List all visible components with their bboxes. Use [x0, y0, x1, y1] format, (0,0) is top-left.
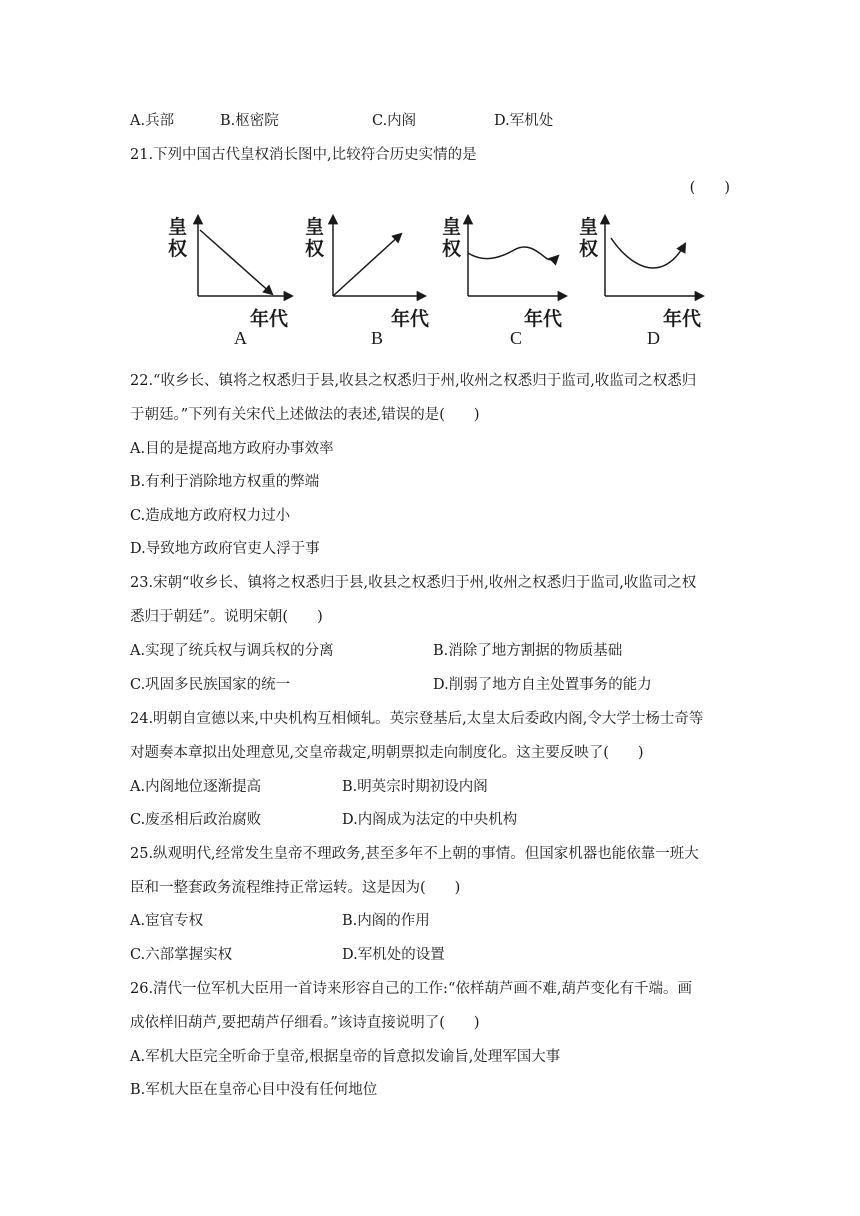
q25-option-d: D.军机处的设置: [342, 947, 445, 963]
q24-stem-line2: 对题奏本章拟出处理意见,交皇帝裁定,明朝票拟走向制度化。这主要反映了( ): [130, 745, 644, 761]
q25-option-a: A.宦官专权: [130, 913, 204, 929]
trend-line: [611, 238, 685, 268]
q21-answer-paren: ( ): [689, 180, 730, 196]
x-axis-label: 年代: [391, 308, 430, 330]
y-axis-label: 皇权: [168, 216, 188, 260]
q23-stem-line1: 23.宋朝“收乡长、镇将之权悉归于县,收县之权悉归于州,收州之权悉归于监司,收监司之权: [130, 575, 697, 591]
y-axis-label: 皇权: [579, 216, 599, 260]
q25-stem-line1: 25.纵观明代,经常发生皇帝不理政务,甚至多年不上朝的事情。但国家机器也能依靠一班大: [130, 846, 699, 862]
trend-line: [200, 230, 272, 294]
q26-option-b: B.军机大臣在皇帝心目中没有任何地位: [130, 1082, 378, 1098]
q25-stem-line2: 臣和一整套政务流程维持正常运转。这是因为( ): [130, 880, 461, 896]
graph-label: C: [510, 328, 523, 348]
q22-option-a: A.目的是提高地方政府办事效率: [130, 441, 334, 457]
graph-label: D: [647, 328, 660, 348]
q20-option-b: B.枢密院: [220, 113, 279, 129]
q20-option-a: A.兵部: [130, 113, 175, 129]
q24-option-c: C.废丞相后政治腐败: [130, 812, 262, 828]
q26-stem-line2: 成依样旧葫芦,要把葫芦仔细看。”该诗直接说明了( ): [130, 1015, 480, 1031]
q23-option-c: C.巩固多民族国家的统一: [130, 677, 291, 693]
q22-option-b: B.有利于消除地方权重的弊端: [130, 474, 320, 490]
x-axis-label: 年代: [524, 308, 563, 330]
graph-label: A: [234, 328, 247, 348]
graph-c: [434, 208, 574, 358]
q22-option-c: C.造成地方政府权力过小: [130, 508, 291, 524]
q22-stem-line2: 于朝廷。”下列有关宋代上述做法的表述,错误的是( ): [130, 407, 480, 423]
graph-d: [571, 208, 711, 358]
q22-stem-line1: 22.“收乡长、镇将之权悉归于县,收县之权悉归于州,收州之权悉归于监司,收监司之权悉归: [130, 373, 697, 389]
x-axis-label: 年代: [250, 308, 289, 330]
q24-option-d: D.内阁成为法定的中央机构: [342, 812, 518, 828]
q26-option-a: A.军机大臣完全听命于皇帝,根据皇帝的旨意拟发谕旨,处理军国大事: [130, 1049, 561, 1065]
q23-option-b: B.消除了地方割据的物质基础: [433, 643, 623, 659]
x-axis-label: 年代: [663, 308, 702, 330]
y-axis-label: 皇权: [305, 216, 325, 260]
q23-option-a: A.实现了统兵权与调兵权的分离: [130, 643, 334, 659]
q25-option-b: B.内阁的作用: [342, 913, 430, 929]
q24-option-b: B.明英宗时期初设内阁: [342, 779, 488, 795]
q20-option-d: D.军机处: [494, 113, 554, 129]
q25-option-c: C.六部掌握实权: [130, 947, 233, 963]
q22-option-d: D.导致地方政府官吏人浮于事: [130, 541, 320, 557]
trend-line: [468, 247, 558, 260]
graph-b: [297, 208, 437, 358]
trend-line: [333, 234, 401, 296]
graph-a: [160, 208, 300, 358]
graph-label: B: [371, 328, 384, 348]
q20-option-c: C.内阁: [372, 113, 417, 129]
q23-stem-line2: 悉归于朝廷”。说明宋朝( ): [130, 609, 323, 625]
y-axis-label: 皇权: [442, 216, 462, 260]
q23-option-d: D.削弱了地方自主处置事务的能力: [433, 677, 652, 693]
q24-option-a: A.内阁地位逐渐提高: [130, 779, 262, 795]
q24-stem-line1: 24.明朝自宣德以来,中央机构互相倾轧。英宗登基后,太皇太后委政内阁,令大学士杨士奇等: [130, 711, 704, 727]
q21-stem: 21.下列中国古代皇权消长图中,比较符合历史实情的是: [130, 147, 477, 163]
q26-stem-line1: 26.清代一位军机大臣用一首诗来形容自己的工作:“依样葫芦画不难,葫芦变化有千端。画: [130, 981, 692, 997]
